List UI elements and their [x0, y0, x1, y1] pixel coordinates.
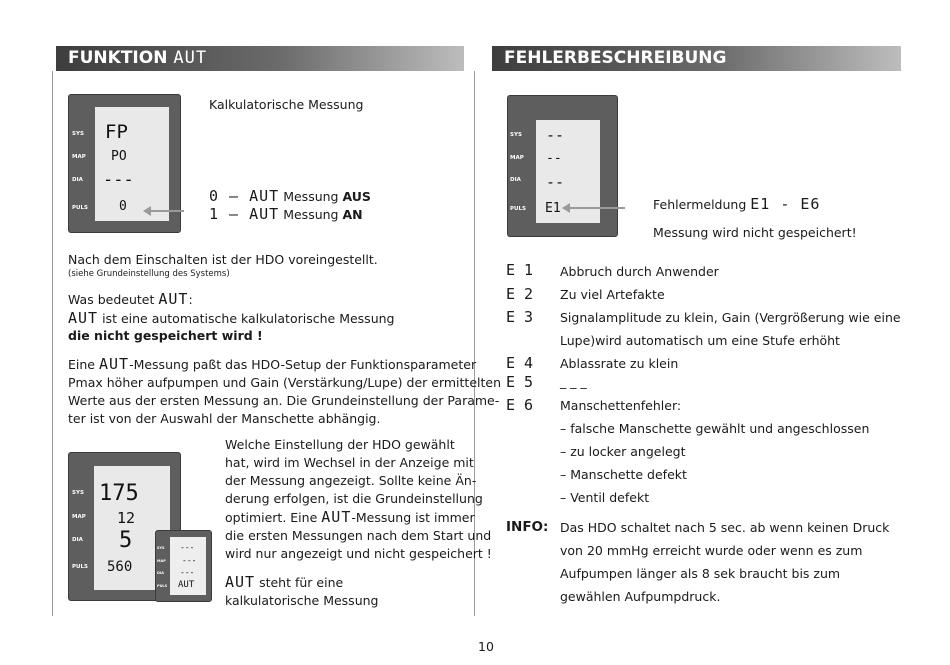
- puls-label: PULS: [72, 564, 88, 570]
- error-code-e5: E 5: [506, 373, 534, 391]
- error-e4-line: Ablassrate zu klein: [560, 356, 679, 371]
- funktion-title-code: AUT: [173, 48, 208, 68]
- answer-text: ist eine automatische kalkulatorische Messung: [102, 311, 395, 326]
- settings-line-5: [225, 508, 492, 527]
- dia-label: DIA: [72, 537, 83, 543]
- puls-value: 560: [107, 559, 133, 575]
- arrow-right-1: [569, 207, 625, 209]
- info-line-2: von 20 mmHg erreicht wurde oder wenn es zum: [560, 543, 863, 558]
- page-number: 10: [478, 639, 494, 654]
- dia-value: --: [546, 173, 565, 191]
- error-e1-line: Abbruch durch Anwender: [560, 264, 719, 279]
- sys-label: SYS: [72, 131, 84, 137]
- map-label: MAP: [72, 154, 86, 160]
- question-line: [68, 290, 193, 309]
- aut-off-text: Messung: [283, 189, 339, 204]
- aut-definition-line-1: [225, 573, 378, 592]
- aut-off-code: 0 – AUT: [209, 187, 280, 205]
- error-message-code: E1 - E6: [750, 195, 821, 213]
- info-text: [560, 516, 889, 608]
- error-text-e5: [560, 370, 587, 393]
- error-e5-line: _ _ _: [560, 374, 587, 389]
- map-value: ---: [182, 556, 197, 565]
- funktion-header: [56, 46, 464, 71]
- setup-prefix: Eine: [68, 357, 95, 372]
- sys-label: SYS: [157, 546, 165, 550]
- error-code-e4: E 4: [506, 354, 534, 372]
- answer-line: [68, 309, 394, 328]
- answer-bold-line: [68, 327, 263, 345]
- error-e6-line-4: – Manschette defekt: [560, 467, 687, 482]
- settings-line-2: hat, wird im Wechsel in der Anzeige mit: [225, 455, 474, 470]
- aut-definition: [225, 573, 378, 610]
- setup-paragraph: [68, 355, 501, 428]
- error-e6-line-5: – Ventil defekt: [560, 490, 650, 505]
- error-text-e2: [560, 283, 665, 306]
- fehler-header: [492, 46, 901, 71]
- question-suffix: :: [188, 292, 193, 307]
- error-e3-line-2: Lupe)wird automatisch um eine Stufe erhöht: [560, 333, 840, 348]
- left-margin-line: [52, 71, 53, 616]
- puls-label: PULS: [157, 584, 168, 588]
- aut-definition-code: AUT: [225, 573, 256, 591]
- puls-value: E1: [545, 201, 561, 216]
- question-code: AUT: [158, 290, 189, 308]
- sys-label: SYS: [72, 490, 84, 496]
- setup-line-3: Werte aus der ersten Messung an. Die Grundeinstellung der Parame-: [68, 393, 500, 408]
- error-e6-line-2: – falsche Manschette gewählt und angeschlossen: [560, 421, 870, 436]
- info-line-1: Das HDO schaltet nach 5 sec. ab wenn keinen Druck: [560, 520, 890, 535]
- setup-line-1: [68, 355, 501, 374]
- error-e6-line-3: – zu locker angelegt: [560, 444, 686, 459]
- puls-label: PULS: [72, 205, 88, 211]
- fehler-title: FEHLERBESCHREIBUNG: [504, 48, 727, 68]
- setup-line-2: Pmax höher aufpumpen und Gain (Verstärkung/Lupe) der ermittelten: [68, 375, 502, 390]
- arrow-left-1: [150, 210, 184, 212]
- default-note-small: (siehe Grundeinstellung des Systems): [68, 269, 230, 279]
- settings-line-7: wird nur angezeigt und nicht gespeichert !: [225, 546, 492, 561]
- puls-value: 0: [119, 199, 127, 214]
- info-line-4: gewählen Aufpumpdruck.: [560, 589, 721, 604]
- aut-on-option: [209, 205, 363, 224]
- dia-value: ---: [180, 568, 195, 577]
- dia-label: DIA: [72, 177, 83, 183]
- aut-off-bold: AUS: [342, 189, 371, 204]
- map-label: MAP: [157, 559, 166, 563]
- map-label: MAP: [510, 155, 524, 161]
- settings-paragraph: [225, 436, 492, 563]
- settings-line-3: der Messung angezeigt. Sollte keine Än-: [225, 473, 477, 488]
- aut-on-code: 1 – AUT: [209, 205, 280, 223]
- answer-code: AUT: [68, 309, 99, 327]
- error-text-e6: [560, 394, 869, 509]
- puls-value: AUT: [178, 580, 195, 590]
- error-device-display: [507, 95, 618, 237]
- sys-value: 175: [99, 481, 139, 506]
- setup-code: AUT: [98, 355, 130, 373]
- map-value: --: [546, 151, 562, 166]
- sys-value: --: [546, 126, 565, 144]
- error-e3-line-1: Signalamplitude zu klein, Gain (Vergrößerung wie eine: [560, 310, 901, 325]
- settings-line-4: derung erfolgen, ist die Grundeinstellung: [225, 491, 483, 506]
- error-code-e6: E 6: [506, 396, 534, 414]
- aut-definition-line-2: kalkulatorische Messung: [225, 593, 379, 608]
- setup-text-1: -Messung paßt das HDO-Setup der Funktionsparameter: [129, 357, 477, 372]
- aut-off-option: [209, 187, 371, 206]
- sys-value: ---: [180, 543, 195, 552]
- info-line-3: Aufpumpen länger als 8 sek braucht bis zum: [560, 566, 841, 581]
- answer-bold: die nicht gespeichert wird !: [68, 328, 263, 343]
- aut-definition-text: steht für eine: [259, 575, 344, 590]
- settings-suffix: -Messung ist immer: [351, 510, 475, 525]
- error-message-line: [653, 195, 820, 214]
- device-display-3: [155, 530, 212, 602]
- setup-line-4: ter ist von der Auswahl der Manschette abhängig.: [68, 411, 381, 426]
- info-label: INFO:: [506, 519, 549, 535]
- settings-code: AUT: [321, 508, 352, 526]
- dia-label: DIA: [157, 571, 164, 575]
- question-prefix: Was bedeutet: [68, 292, 155, 307]
- puls-label: PULS: [510, 206, 526, 212]
- not-saved-line: Messung wird nicht gespeichert!: [653, 225, 857, 240]
- error-e6-line-1: Manschettenfehler:: [560, 398, 682, 413]
- default-note: Nach dem Einschalten ist der HDO voreingestellt.: [68, 252, 378, 267]
- error-message-prefix: Fehlermeldung: [653, 197, 747, 212]
- sys-value: FP: [105, 121, 128, 143]
- sys-label: SYS: [510, 132, 522, 138]
- dia-value: 5: [119, 528, 133, 553]
- device-display-1: [68, 94, 181, 233]
- funktion-title: FUNKTION: [68, 48, 168, 68]
- settings-line-1: Welche Einstellung der HDO gewählt: [225, 437, 455, 452]
- map-value: PO: [111, 149, 127, 164]
- error-e2-line: Zu viel Artefakte: [560, 287, 665, 302]
- error-code-e3: E 3: [506, 308, 534, 326]
- error-code-e1: E 1: [506, 261, 534, 279]
- calc-label: Kalkulatorische Messung: [209, 97, 364, 112]
- aut-on-text: Messung: [283, 207, 339, 222]
- dia-label: DIA: [510, 177, 521, 183]
- settings-line-6: die ersten Messungen nach dem Start und: [225, 528, 492, 543]
- map-label: MAP: [72, 514, 86, 520]
- error-code-e2: E 2: [506, 285, 534, 303]
- settings-prefix: optimiert. Eine: [225, 510, 318, 525]
- aut-on-bold: AN: [342, 207, 363, 222]
- error-text-e3: [560, 306, 901, 352]
- dia-value: ---: [103, 170, 134, 190]
- error-text-e1: [560, 260, 719, 283]
- map-value: 12: [117, 509, 136, 527]
